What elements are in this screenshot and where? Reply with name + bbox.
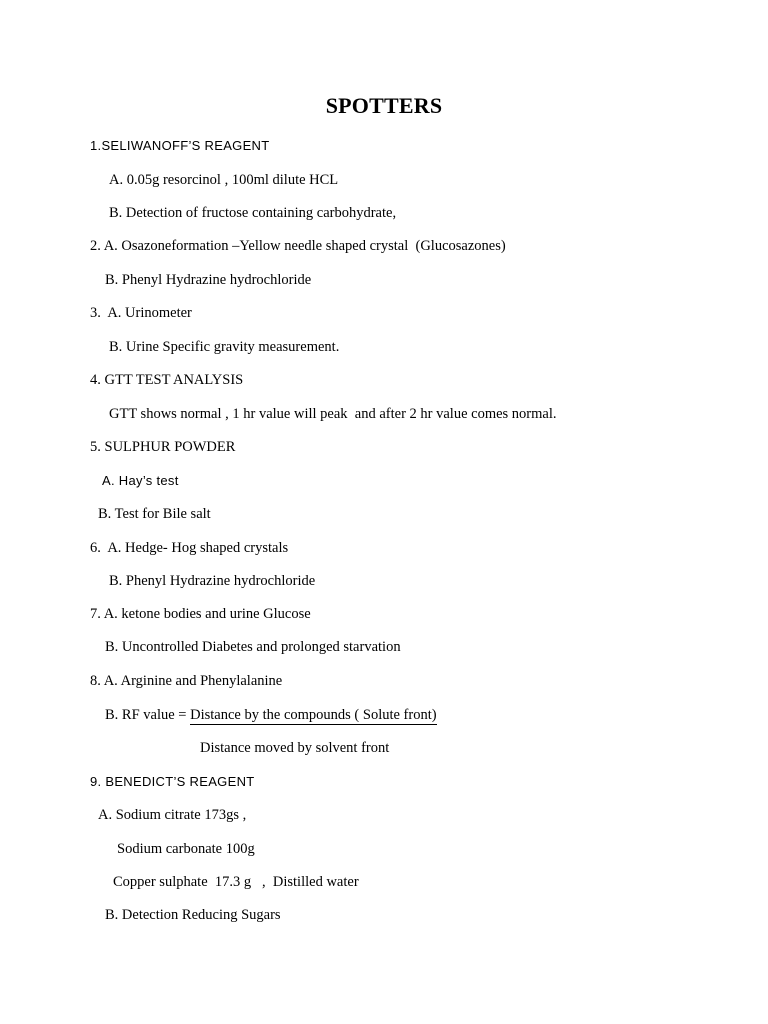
item-5-answer-a: A. Hay’s test <box>102 473 179 488</box>
item-5-heading: 5. SULPHUR POWDER <box>90 439 236 455</box>
item-3-answer-b: B. Urine Specific gravity measurement. <box>109 339 340 355</box>
item-4-heading: 4. GTT TEST ANALYSIS <box>90 372 244 388</box>
rf-fraction-denominator: Distance moved by solvent front <box>200 740 390 756</box>
item-1-answer-a: A. 0.05g resorcinol , 100ml dilute HCL <box>109 172 339 188</box>
item-2-heading: 2. A. Osazoneformation –Yellow needle shaped crystal (Glucosazones) <box>90 238 506 254</box>
rf-fraction-numerator: Distance by the compounds ( Solute front) <box>190 707 437 723</box>
item-9-ingredient-2: Sodium carbonate 100g <box>117 841 255 857</box>
item-9-answer-a: A. Sodium citrate 173gs , <box>98 807 247 823</box>
item-1-heading: 1.SELIWANOFF’S REAGENT <box>90 138 270 153</box>
item-1-answer-b: B. Detection of fructose containing carbohydrate, <box>109 205 397 221</box>
item-8-answer-b <box>105 706 437 724</box>
page-title: SPOTTERS <box>325 93 443 118</box>
item-9-ingredient-3: Copper sulphate 17.3 g , Distilled water <box>113 874 359 890</box>
item-2-answer-b: B. Phenyl Hydrazine hydrochloride <box>105 272 312 288</box>
item-8-heading: 8. A. Arginine and Phenylalanine <box>90 673 283 689</box>
item-9-answer-b: B. Detection Reducing Sugars <box>105 907 281 923</box>
item-6-heading: 6. A. Hedge- Hog shaped crystals <box>90 540 289 556</box>
item-4-answer: GTT shows normal , 1 hr value will peak and after 2 hr value comes normal. <box>109 406 557 422</box>
item-3-heading: 3. A. Urinometer <box>90 305 192 321</box>
item-6-answer-b: B. Phenyl Hydrazine hydrochloride <box>109 573 316 589</box>
item-9-heading: 9. BENEDICT’S REAGENT <box>90 774 255 789</box>
item-7-answer-b: B. Uncontrolled Diabetes and prolonged starvation <box>105 639 401 655</box>
item-5-answer-b: B. Test for Bile salt <box>98 506 211 522</box>
item-7-heading: 7. A. ketone bodies and urine Glucose <box>90 606 311 622</box>
rf-value-label: B. RF value = <box>105 707 191 723</box>
